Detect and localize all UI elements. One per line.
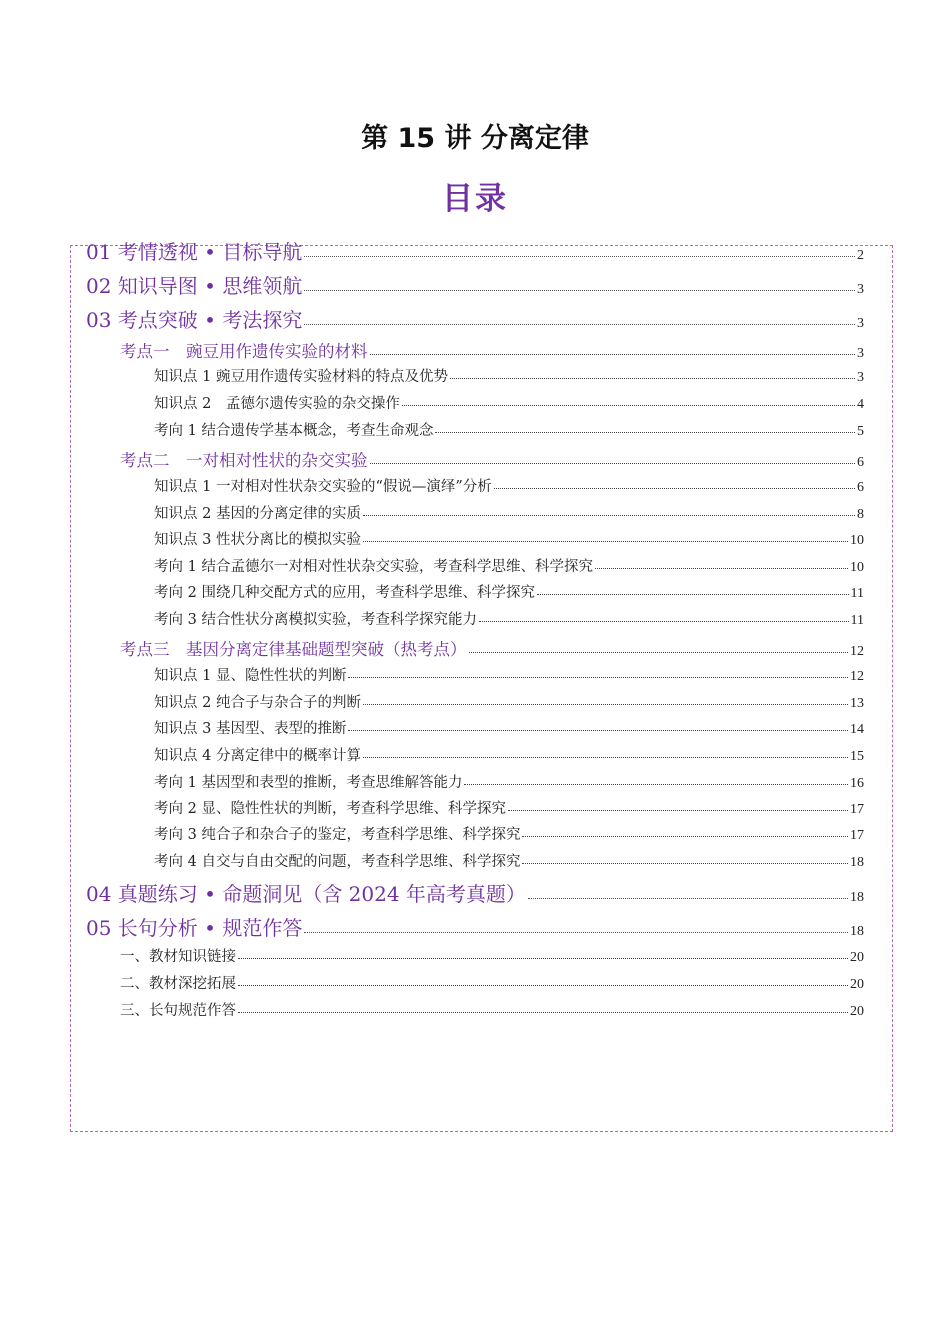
toc-entry-page: 18	[850, 924, 864, 939]
toc-dot-leader	[238, 971, 848, 987]
toc-entry[interactable]	[154, 555, 864, 576]
toc-entry-page: 3	[857, 370, 864, 385]
toc-entry-label: 知识点 1 显、隐性性状的判断	[154, 668, 347, 684]
toc-entry-page: 10	[850, 533, 864, 548]
toc-entry-label: 考向 1 结合孟德尔一对相对性状杂交实验，考查科学思维、科学探究	[154, 559, 593, 575]
toc-dot-leader	[238, 998, 848, 1014]
toc-entry[interactable]	[154, 528, 864, 549]
toc-entry-page: 10	[850, 560, 864, 575]
toc-entry[interactable]	[154, 744, 864, 765]
toc-dot-leader	[595, 554, 848, 570]
toc-entry-label: 考向 4 自交与自由交配的问题，考查科学思维、科学探究	[154, 854, 521, 870]
toc-entry-label: 考向 2 围绕几种交配方式的应用，考查科学思维、科学探究	[154, 585, 535, 601]
toc-entry-label: 01 考情透视 • 目标导航	[86, 240, 303, 264]
toc-entry-page: 2	[857, 248, 864, 263]
toc-entry-page: 3	[857, 346, 864, 361]
toc-entry[interactable]	[120, 636, 864, 660]
toc-dot-leader	[479, 607, 849, 623]
toc-entry[interactable]	[154, 608, 864, 629]
toc-dot-leader	[363, 501, 855, 517]
toc-entry-page: 4	[857, 397, 864, 412]
toc-entry-label: 知识点 4 分离定律中的概率计算	[154, 748, 361, 764]
toc-entry-page: 3	[857, 282, 864, 297]
toc-entry[interactable]	[120, 945, 864, 966]
toc-entry-label: 考向 2 显、隐性性状的判断，考查科学思维、科学探究	[154, 801, 506, 817]
toc-entry-label: 知识点 1 一对相对性状杂交实验的“假说—演绎”分析	[154, 479, 492, 495]
toc-entry[interactable]	[120, 338, 864, 362]
toc-entry-page: 17	[850, 828, 864, 843]
toc-entry-page: 14	[850, 722, 864, 737]
toc-entry-label: 考点三 基因分离定律基础题型突破（热考点）	[120, 640, 467, 659]
toc-entry[interactable]	[120, 447, 864, 471]
toc-entry-page: 16	[850, 776, 864, 791]
toc-entry[interactable]	[120, 972, 864, 993]
toc-entry-label: 考向 3 结合性状分离模拟实验，考查科学探究能力	[154, 612, 477, 628]
toc-entry-page: 5	[857, 424, 864, 439]
toc-entry[interactable]	[154, 581, 864, 602]
toc-entry-label: 知识点 2 纯合子与杂合子的判断	[154, 695, 361, 711]
toc-entry[interactable]	[154, 664, 864, 685]
toc-entry[interactable]	[154, 691, 864, 712]
toc-entry-page: 11	[850, 613, 864, 628]
toc-entry-page: 8	[857, 507, 864, 522]
toc-dot-leader	[348, 716, 848, 732]
toc-entry-label: 知识点 3 性状分离比的模拟实验	[154, 532, 361, 548]
toc-dot-leader	[304, 304, 855, 325]
toc-entry-label: 知识点 1 豌豆用作遗传实验材料的特点及优势	[154, 369, 448, 385]
toc-entry-page: 12	[850, 644, 864, 659]
toc-entry-page: 18	[850, 855, 864, 870]
toc-entry-label: 考向 1 结合遗传学基本概念，考查生命观念	[154, 423, 434, 439]
toc-entry[interactable]	[154, 419, 864, 440]
toc-entry[interactable]	[154, 850, 864, 871]
toc-dot-leader	[304, 236, 855, 257]
toc-heading: 目录	[442, 181, 508, 217]
toc-dot-leader	[469, 636, 849, 654]
toc-entry[interactable]	[86, 304, 864, 333]
toc-entry-page: 13	[850, 696, 864, 711]
toc-entry-label: 03 考点突破 • 考法探究	[86, 308, 303, 332]
toc-entry-page: 20	[850, 977, 864, 992]
toc-entry-label: 考点一 豌豆用作遗传实验的材料	[120, 342, 368, 361]
toc-entry-page: 17	[850, 802, 864, 817]
toc-dot-leader	[348, 663, 848, 679]
toc-entry[interactable]	[154, 823, 864, 844]
toc-entry[interactable]	[86, 912, 864, 941]
toc-entry[interactable]	[154, 392, 864, 413]
toc-dot-leader	[528, 878, 848, 899]
toc-entry-page: 18	[850, 890, 864, 905]
toc-dot-leader	[435, 418, 855, 434]
toc-entry-label: 二、教材深挖拓展	[120, 976, 236, 992]
toc-entry-label: 三、长句规范作答	[120, 1003, 236, 1019]
toc-entry-label: 考向 1 基因型和表型的推断，考查思维解答能力	[154, 775, 463, 791]
document-title: 第 15 讲 分离定律	[361, 123, 589, 154]
toc-dot-leader	[363, 527, 848, 543]
toc-entry[interactable]	[86, 236, 864, 265]
toc-entry-label: 知识点 2 孟德尔遗传实验的杂交操作	[154, 396, 400, 412]
toc-dot-leader	[494, 474, 855, 490]
toc-entry[interactable]	[86, 878, 864, 907]
toc-entry[interactable]	[154, 365, 864, 386]
toc-entry[interactable]	[154, 475, 864, 496]
toc-entry-label: 考向 3 纯合子和杂合子的鉴定，考查科学思维、科学探究	[154, 827, 521, 843]
toc-entry-page: 15	[850, 749, 864, 764]
toc-entry-page: 3	[857, 316, 864, 331]
toc-entry[interactable]	[154, 502, 864, 523]
toc-dot-leader	[363, 743, 848, 759]
toc-dot-leader	[238, 944, 848, 960]
toc-entry-page: 12	[850, 669, 864, 684]
toc-entry-label: 一、教材知识链接	[120, 949, 236, 965]
toc-entry-label: 知识点 2 基因的分离定律的实质	[154, 506, 361, 522]
toc-entry-label: 考点二 一对相对性状的杂交实验	[120, 451, 368, 470]
toc-dot-leader	[363, 690, 848, 706]
toc-dot-leader	[522, 822, 848, 838]
toc-entry-page: 20	[850, 950, 864, 965]
toc-entry-page: 6	[857, 480, 864, 495]
toc-entry[interactable]	[154, 797, 864, 818]
toc-dot-leader	[522, 849, 848, 865]
toc-entry-page: 11	[850, 586, 864, 601]
toc-entry[interactable]	[86, 270, 864, 299]
toc-dot-leader	[370, 447, 856, 465]
toc-entry-label: 02 知识导图 • 思维领航	[86, 274, 303, 298]
toc-dot-leader	[464, 770, 848, 786]
toc-dot-leader	[537, 580, 849, 596]
toc-dot-leader	[450, 364, 855, 380]
toc-entry[interactable]	[154, 771, 864, 792]
toc-entry-label: 知识点 3 基因型、表型的推断	[154, 721, 347, 737]
toc-dot-leader	[304, 270, 855, 291]
toc-dot-leader	[304, 912, 848, 933]
toc-entry-page: 6	[857, 455, 864, 470]
toc-dot-leader	[370, 338, 856, 356]
toc-entry-label: 04 真题练习 • 命题洞见（含 2024 年高考真题）	[86, 882, 526, 906]
toc-entry[interactable]	[120, 999, 864, 1020]
toc-entry-label: 05 长句分析 • 规范作答	[86, 916, 303, 940]
toc-entry-page: 20	[850, 1004, 864, 1019]
toc-dot-leader	[402, 391, 855, 407]
toc-entry[interactable]	[154, 717, 864, 738]
toc-dot-leader	[508, 796, 848, 812]
